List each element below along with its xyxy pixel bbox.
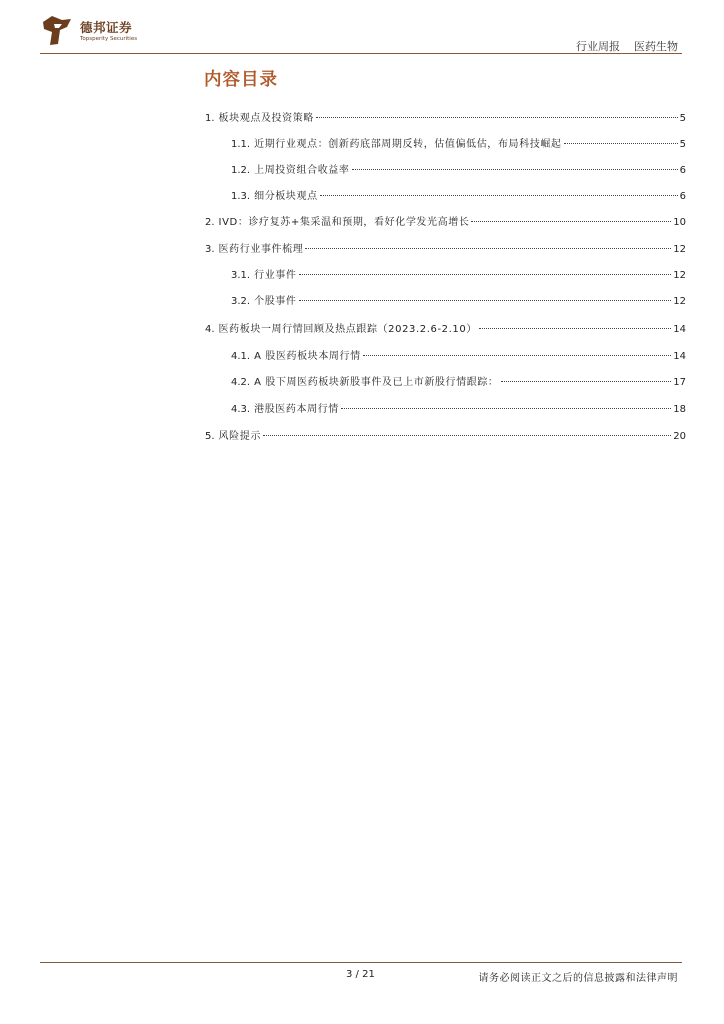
toc-leader-dots xyxy=(501,381,672,382)
toc-leader-dots xyxy=(320,195,678,196)
toc-entry[interactable] xyxy=(231,161,686,177)
toc-entry-page: 14 xyxy=(673,324,686,335)
toc-entry[interactable] xyxy=(205,109,686,125)
toc-entry-number: 4.2. xyxy=(231,377,251,388)
toc-entry-text: 风险提示 xyxy=(218,431,261,442)
toc-entry[interactable] xyxy=(231,135,686,151)
toc-entry-page: 17 xyxy=(673,377,686,388)
page-header xyxy=(0,0,724,60)
footer-divider xyxy=(40,962,682,963)
toc-leader-dots xyxy=(471,221,671,222)
toc-entry-page: 12 xyxy=(673,296,686,307)
toc-entry-text: 上周投资组合收益率 xyxy=(254,165,350,176)
toc-title: 内容目录 xyxy=(204,70,278,90)
toc-leader-dots xyxy=(479,328,671,329)
toc-entry-page: 10 xyxy=(673,217,686,228)
toc-entry-number: 2. xyxy=(205,217,215,228)
toc-entry-text: 医药行业事件梳理 xyxy=(218,244,304,255)
toc-entry-page: 12 xyxy=(673,270,686,281)
toc-entry[interactable] xyxy=(205,427,686,443)
toc-entry[interactable] xyxy=(231,187,686,203)
toc-entry-text: 板块观点及投资策略 xyxy=(218,113,314,124)
report-category-label xyxy=(576,38,678,54)
toc-leader-dots xyxy=(299,274,672,275)
report-sector: 医药生物 xyxy=(634,40,678,53)
toc-entry-page: 6 xyxy=(679,191,686,202)
toc-entry-text: 医药板块一周行情回顾及热点跟踪（2023.2.6-2.10） xyxy=(218,324,477,335)
toc-entry-number: 4.1. xyxy=(231,351,251,362)
toc-entry-page: 14 xyxy=(673,351,686,362)
toc-leader-dots xyxy=(564,143,678,144)
disclaimer-note: 请务必阅读正文之后的信息披露和法律声明 xyxy=(478,973,678,984)
toc-entry-text: IVD：诊疗复苏+集采温和预期，看好化学发光高增长 xyxy=(218,217,470,228)
toc-entry-text: 行业事件 xyxy=(254,270,297,281)
toc-entry[interactable] xyxy=(205,320,686,336)
toc-entry-text: 港股医药本周行情 xyxy=(254,404,339,415)
toc-entry-number: 3.1. xyxy=(231,270,251,281)
toc-entry-number: 3.2. xyxy=(231,296,251,307)
toc-entry-number: 5. xyxy=(205,431,215,442)
toc-entry-number: 3. xyxy=(205,244,215,255)
toc-entry-text: 近期行业观点：创新药底部周期反转，估值偏低估，布局科技崛起 xyxy=(254,139,562,150)
toc-entry-number: 1.2. xyxy=(231,165,251,176)
logo-mark-icon xyxy=(40,14,74,48)
toc-entry[interactable] xyxy=(231,266,686,282)
logo-name-en: Topsperity Securities xyxy=(80,36,138,42)
logo-name-cn: 德邦证券 xyxy=(80,20,133,35)
toc-entry[interactable] xyxy=(231,373,686,389)
toc-leader-dots xyxy=(305,248,671,249)
toc-leader-dots xyxy=(341,408,671,409)
toc-entry-page: 20 xyxy=(673,431,686,442)
toc-entry-page: 18 xyxy=(673,404,686,415)
page-number: 3 / 21 xyxy=(346,969,375,980)
header-divider xyxy=(40,53,682,54)
toc-entry[interactable] xyxy=(205,213,686,229)
toc-entry[interactable] xyxy=(231,400,686,416)
toc-entry-text: A 股医药板块本周行情 xyxy=(254,351,361,362)
toc-entry[interactable] xyxy=(205,240,686,256)
report-type: 行业周报 xyxy=(576,40,620,53)
toc-entry-number: 4. xyxy=(205,324,215,335)
company-logo xyxy=(40,14,180,50)
toc-entry-number: 1.1. xyxy=(231,139,251,150)
toc-entry-number: 4.3. xyxy=(231,404,251,415)
toc-entry-page: 6 xyxy=(679,165,686,176)
toc-entry-page: 5 xyxy=(679,139,686,150)
toc-entry-text: 个股事件 xyxy=(254,296,297,307)
toc-entry-text: A 股下周医药板块新股事件及已上市新股行情跟踪： xyxy=(254,377,499,388)
toc-leader-dots xyxy=(363,355,672,356)
toc-leader-dots xyxy=(299,300,672,301)
toc-entry-text: 细分板块观点 xyxy=(254,191,318,202)
toc-entry-page: 5 xyxy=(679,113,686,124)
toc-leader-dots xyxy=(263,435,671,436)
toc-entry-number: 1.3. xyxy=(231,191,251,202)
toc-leader-dots xyxy=(316,117,678,118)
toc-entry[interactable] xyxy=(231,292,686,308)
toc-entry-number: 1. xyxy=(205,113,215,124)
toc-entry-page: 12 xyxy=(673,244,686,255)
toc-leader-dots xyxy=(352,169,678,170)
toc-entry[interactable] xyxy=(231,347,686,363)
